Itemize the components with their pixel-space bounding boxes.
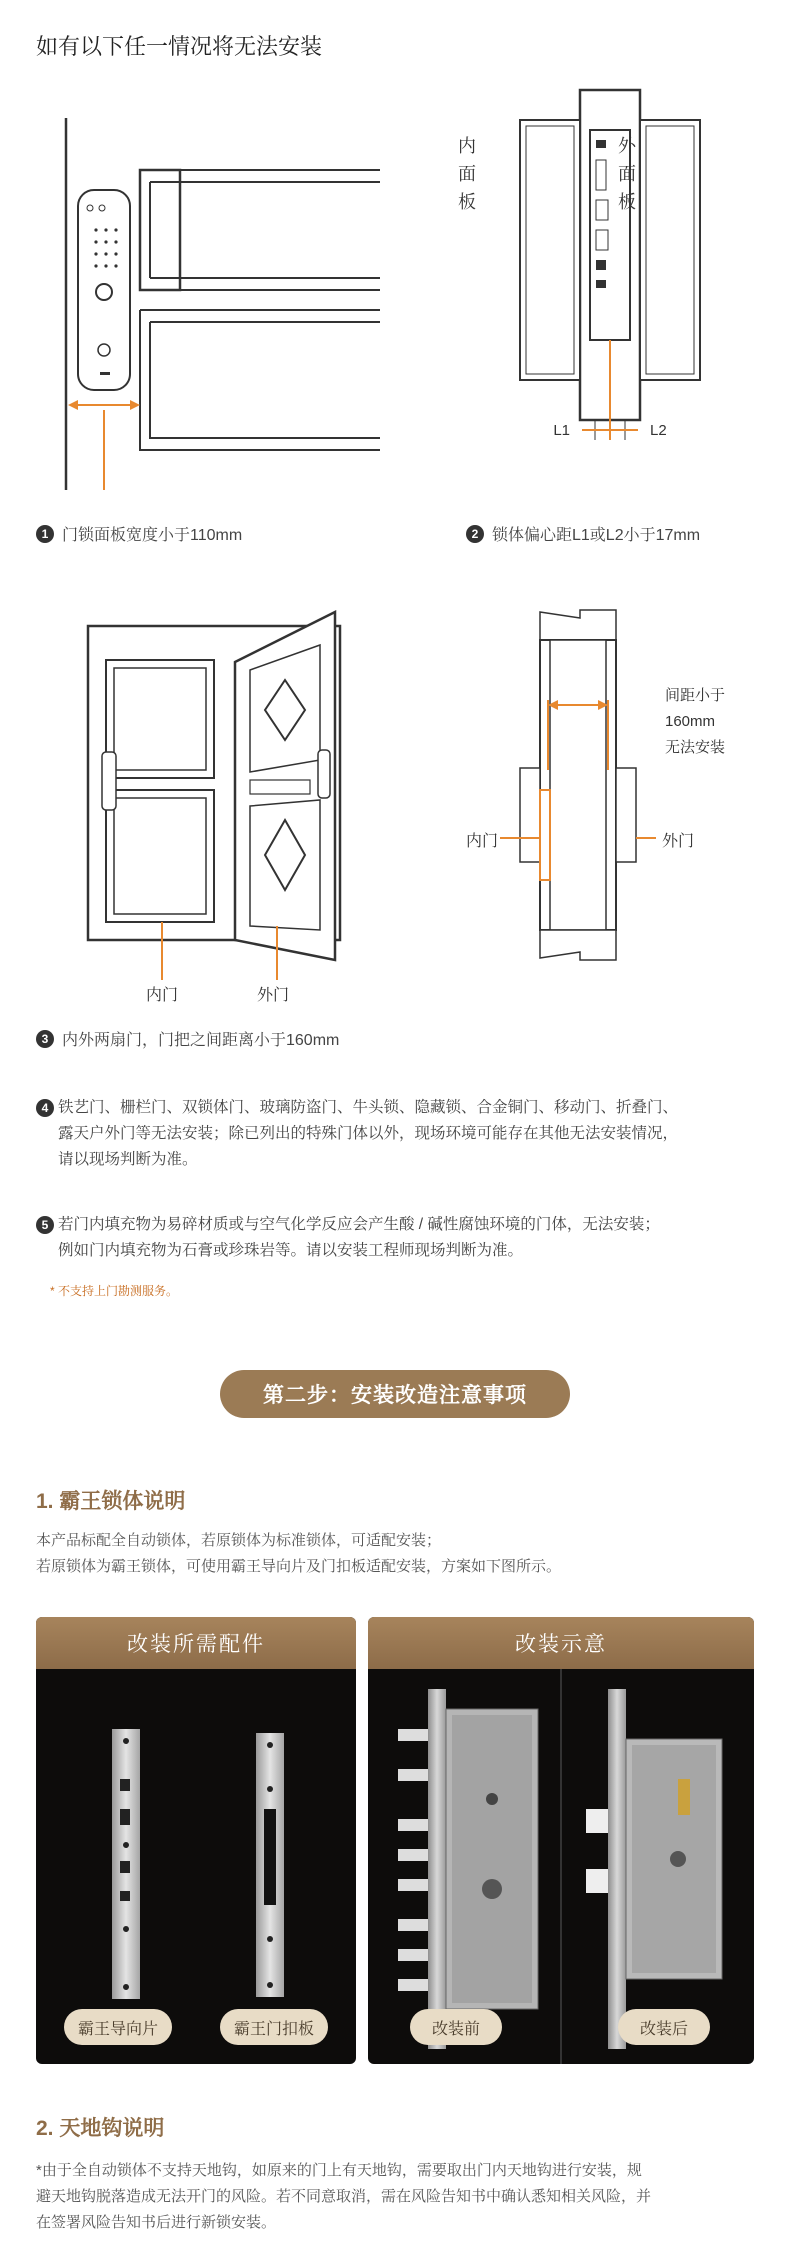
condition-5-number: 5 — [36, 1216, 54, 1234]
modification-panel-title: 改装示意 — [368, 1617, 754, 1669]
modification-panel — [368, 1617, 754, 2064]
accessory-illustration — [36, 1669, 356, 2064]
condition-4-line3: 请以现场判断为准。 — [58, 1151, 198, 1168]
section2-line2: 避天地钩脱落造成无法开门的风险。若不同意取消，需在风险告知书中确认悉知相关风险，并 — [36, 2188, 652, 2205]
double-door-outer-label: 外门 — [257, 987, 290, 1004]
figure-double-door — [80, 610, 380, 1010]
tag-before: 改装前 — [410, 2009, 502, 2045]
accessory-panel-title: 改装所需配件 — [36, 1617, 356, 1669]
survey-note: * 不支持上门勘测服务。 — [50, 1284, 179, 1298]
section1-text — [36, 1528, 766, 1580]
inner-panel-label: 内 面 板 — [458, 136, 476, 212]
condition-4-line2: 露天户外门等无法安装；除已列出的特殊门体以外，现场环境可能存在其他无法安装情况， — [58, 1125, 679, 1142]
gap-inner-label: 内门 — [466, 833, 499, 850]
condition-1 — [36, 522, 242, 545]
condition-4-number: 4 — [36, 1099, 54, 1117]
section1-line1: 本产品标配全自动锁体，若原锁体为标准锁体，可适配安装； — [36, 1532, 442, 1549]
condition-5-line1: 若门内填充物为易碎材质或与空气化学反应会产生酸 / 碱性腐蚀环境的门体，无法安装； — [58, 1216, 660, 1233]
tag-strike-plate: 霸王门扣板 — [220, 2009, 328, 2045]
section2-line3: 在签署风险告知书后进行新锁安装。 — [36, 2214, 277, 2231]
condition-4 — [36, 1095, 766, 1173]
condition-3 — [36, 1027, 339, 1050]
outer-panel-label: 外 面 板 — [618, 136, 636, 212]
condition-4-line1: 铁艺门、栅栏门、双锁体门、玻璃防盗门、牛头锁、隐藏锁、合金铜门、移动门、折叠门、 — [58, 1099, 679, 1116]
step2-banner: 第二步：安装改造注意事项 — [220, 1370, 570, 1418]
gap-outer-label: 外门 — [662, 833, 695, 850]
section1-line2: 若原锁体为霸王锁体，可使用霸王导向片及门扣板适配安装，方案如下图所示。 — [36, 1558, 562, 1575]
gap-note-line3: 无法安装 — [665, 739, 726, 756]
gap-note-line1: 间距小于 — [665, 687, 726, 704]
modification-illustration — [368, 1669, 754, 2064]
l1-label: L1 — [553, 422, 570, 439]
condition-2-text: 锁体偏心距L1或L2小于17mm — [492, 527, 701, 544]
condition-5-line2: 例如门内填充物为石膏或珍珠岩等。请以安装工程师现场判断为准。 — [58, 1242, 524, 1259]
accessory-panel — [36, 1617, 356, 2064]
condition-2 — [466, 522, 700, 545]
condition-2-number: 2 — [466, 525, 484, 543]
gap-note — [665, 683, 725, 761]
page-title: 如有以下任一情况将无法安装 — [36, 34, 323, 59]
tag-guide-plate: 霸王导向片 — [64, 2009, 172, 2045]
l2-label: L2 — [650, 422, 667, 439]
condition-3-number: 3 — [36, 1030, 54, 1048]
section2-title: 2. 天地钩说明 — [36, 2117, 165, 2140]
double-door-inner-label: 内门 — [146, 987, 179, 1004]
condition-3-text: 内外两扇门，门把之间距离小于160mm — [62, 1032, 340, 1049]
condition-5 — [36, 1212, 766, 1264]
condition-1-text: 门锁面板宽度小于110mm — [62, 527, 243, 544]
section2-text — [36, 2158, 766, 2236]
tag-after: 改装后 — [618, 2009, 710, 2045]
section2-line1: *由于全自动锁体不支持天地钩，如原来的门上有天地钩，需要取出门内天地钩进行安装，规 — [36, 2162, 642, 2179]
section1-title: 1. 霸王锁体说明 — [36, 1490, 186, 1513]
figure-panel-width — [40, 110, 400, 510]
gap-note-line2: 160mm — [665, 713, 716, 730]
figure-gap — [500, 600, 700, 970]
condition-1-number: 1 — [36, 525, 54, 543]
